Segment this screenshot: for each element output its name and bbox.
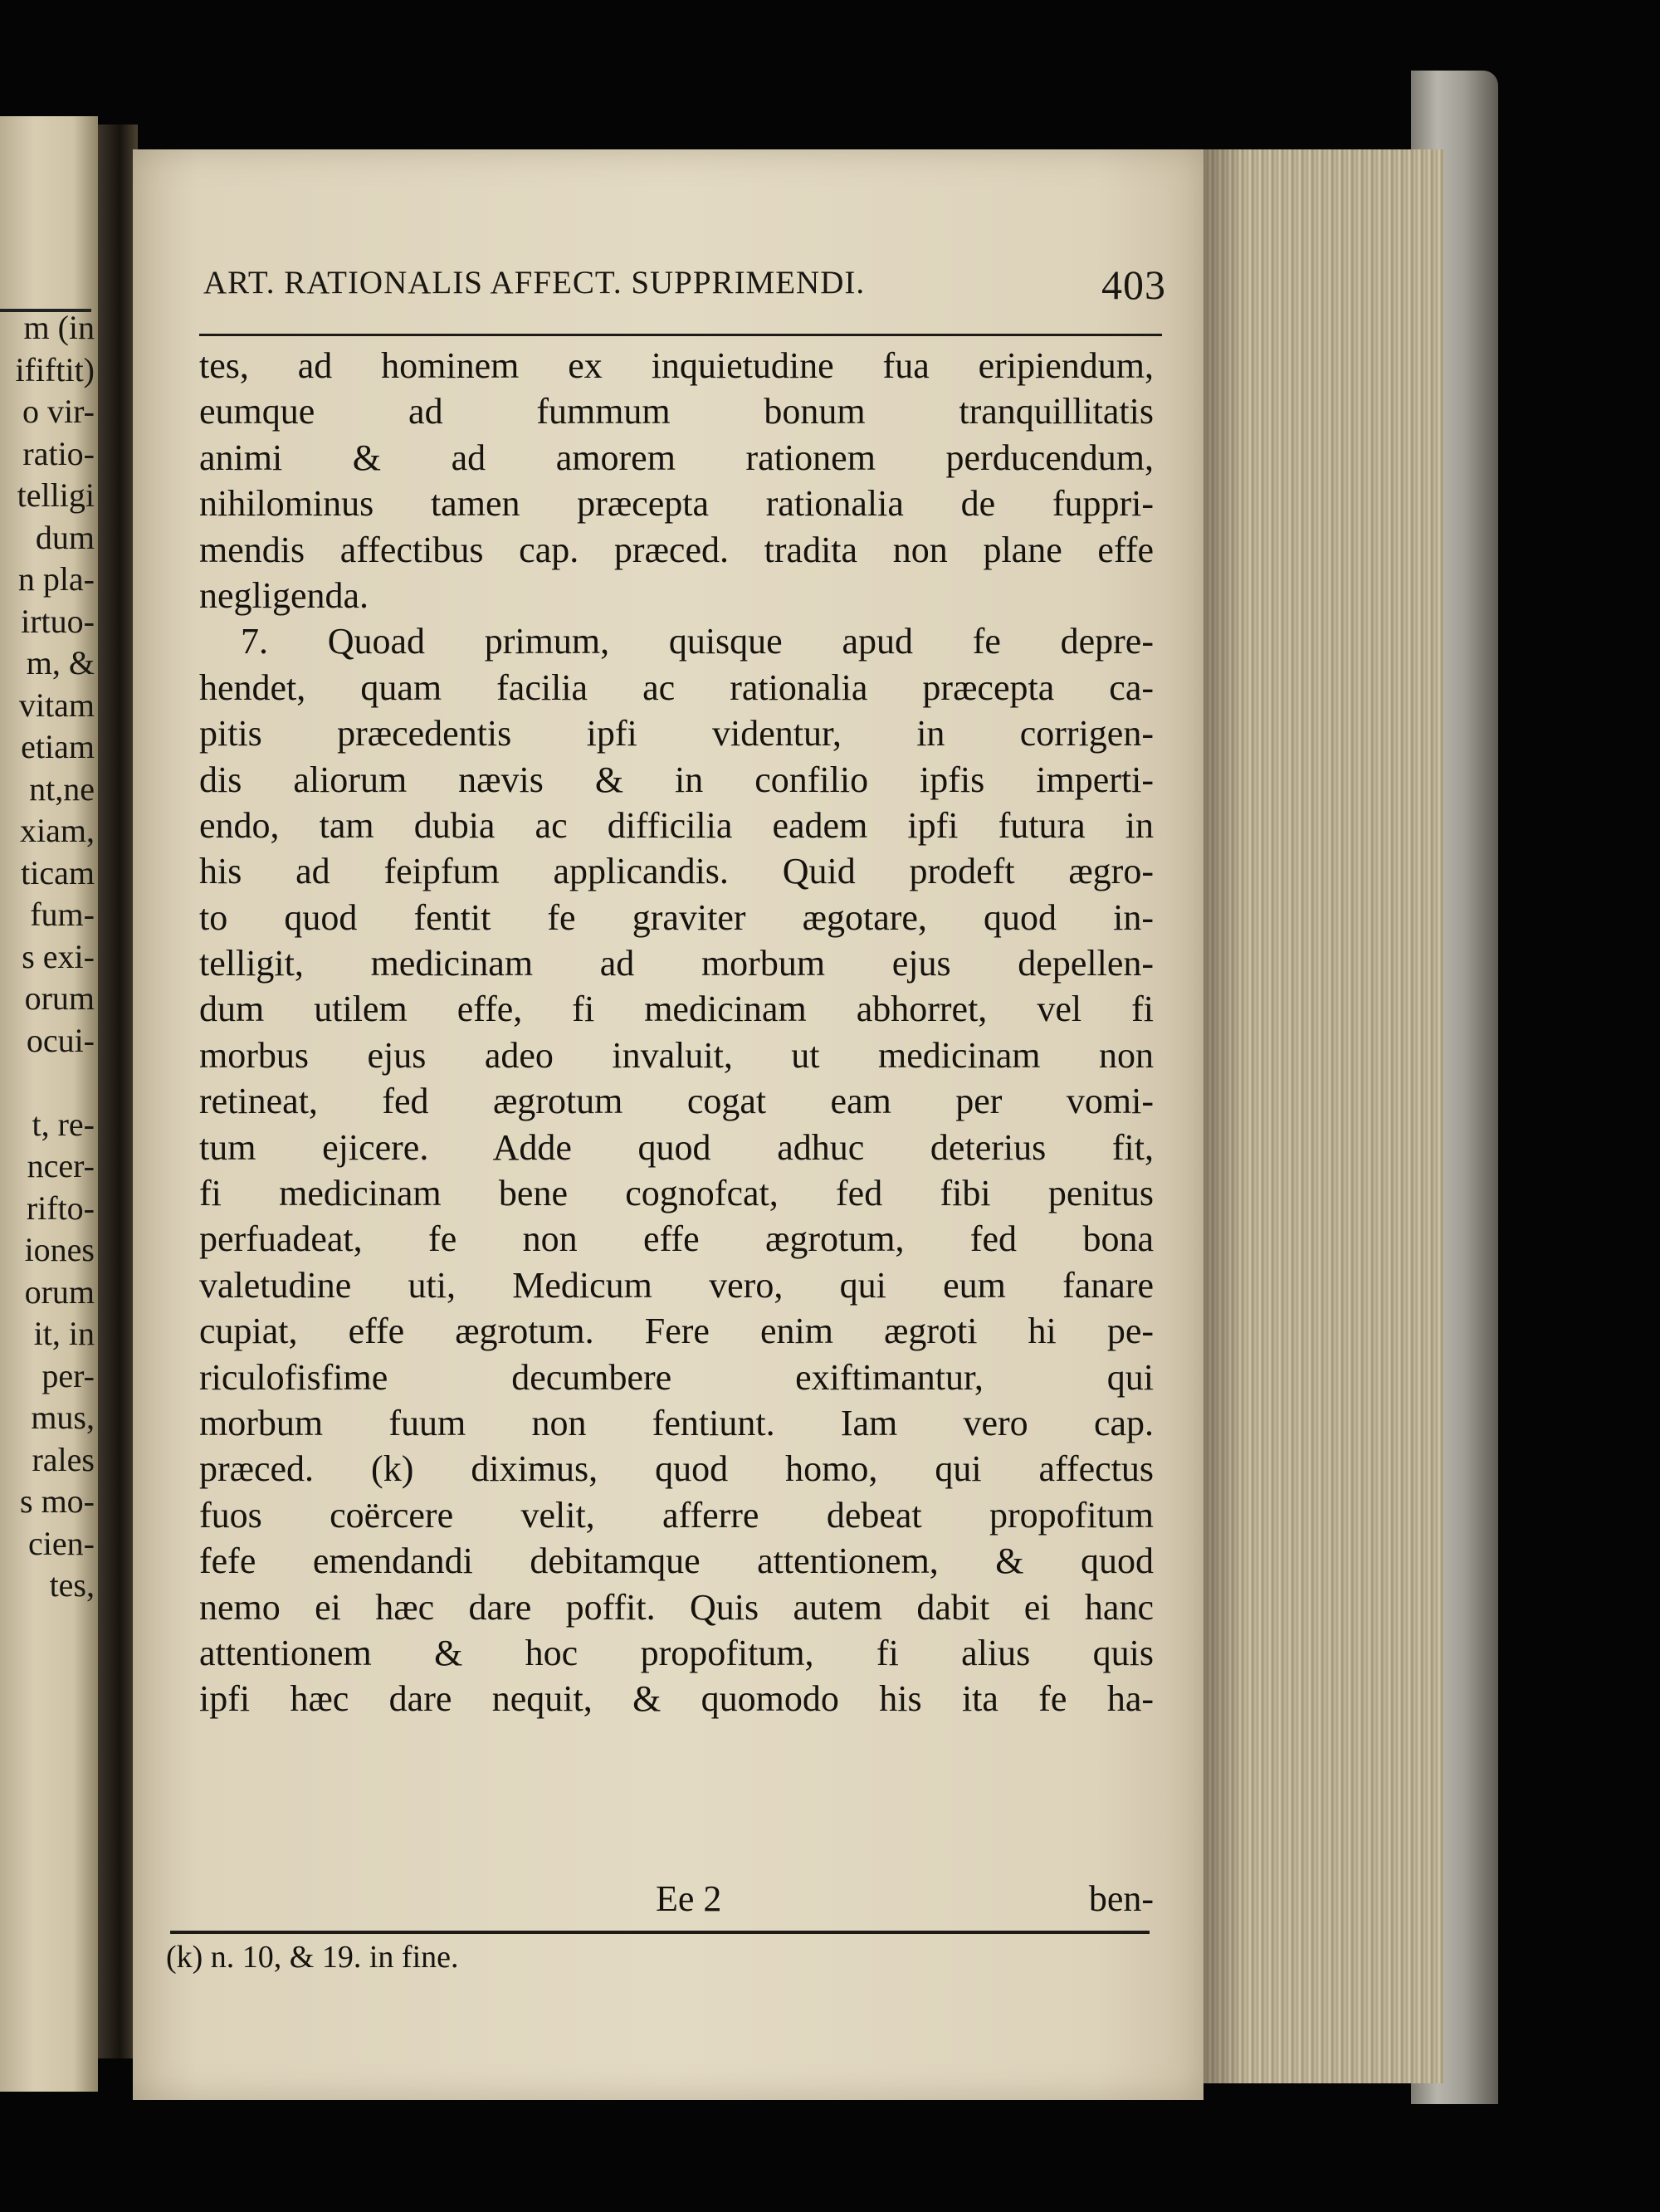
line-fragment: orum bbox=[24, 1272, 95, 1311]
line-fragment: telligi bbox=[17, 476, 95, 514]
page-foot bbox=[199, 1878, 1154, 1923]
text-line: tes, ad hominem ex inquietudine fua eripiendum, bbox=[199, 345, 1154, 386]
text-line: nihilominus tamen præcepta rationalia de fuppri- bbox=[199, 483, 1154, 525]
book-gutter bbox=[98, 125, 138, 2058]
line-fragment: nt,ne bbox=[29, 769, 95, 808]
line-fragment: m (in bbox=[23, 309, 95, 346]
line-fragment: ncer- bbox=[27, 1147, 95, 1184]
line-fragment: mus, bbox=[31, 1399, 95, 1436]
line-fragment: ratio- bbox=[22, 434, 95, 472]
running-head bbox=[203, 261, 1166, 308]
body-text bbox=[199, 343, 1154, 1722]
previous-page-text bbox=[15, 307, 95, 1607]
line-fragment: per- bbox=[42, 1356, 95, 1394]
line-fragment: s mo- bbox=[20, 1482, 95, 1520]
text-line: ipfi hæc dare nequit, & quomodo his ita fe ha- bbox=[199, 1678, 1154, 1720]
line-fragment: iones bbox=[24, 1231, 95, 1268]
line-fragment: rales bbox=[32, 1440, 95, 1478]
text-line: pitis præcedentis ipfi videntur, in corrigen- bbox=[199, 713, 1154, 754]
footnote-rule bbox=[170, 1931, 1150, 1934]
text-line: hendet, quam facilia ac rationalia præcepta ca- bbox=[199, 667, 1154, 708]
line-fragment: s exi- bbox=[22, 937, 95, 975]
line-fragment: tes, bbox=[49, 1566, 95, 1604]
line-fragment: it, in bbox=[33, 1315, 95, 1352]
running-head-title: ART. RATIONALIS AFFECT. SUPPRIMENDI. bbox=[203, 265, 866, 300]
text-line: præced. (k) diximus, quod homo, qui affectus bbox=[199, 1448, 1154, 1490]
text-line: to quod fentit fe graviter ægotare, quod in- bbox=[199, 896, 1154, 938]
page-block-edges bbox=[1195, 149, 1444, 2083]
line-fragment bbox=[15, 1062, 95, 1104]
text-line: perfuadeat, fe non effe ægrotum, fed bona bbox=[199, 1218, 1154, 1260]
line-fragment: ififtit) bbox=[15, 350, 95, 388]
line-fragment: ticam bbox=[21, 853, 95, 891]
text-line: retineat, fed ægrotum cogat eam per vomi- bbox=[199, 1081, 1154, 1122]
line-fragment: xiam, bbox=[20, 812, 95, 849]
text-line: attentionem & hoc propofitum, fi alius quis bbox=[199, 1632, 1154, 1673]
text-line: morbus ejus adeo invaluit, ut medicinam non bbox=[199, 1034, 1154, 1076]
text-line: morbum fuum non fentiunt. Iam vero cap. bbox=[199, 1402, 1154, 1443]
book-page bbox=[133, 149, 1204, 2100]
text-line: mendis affectibus cap. præced. tradita non plane effe bbox=[199, 529, 1154, 570]
text-line: dis aliorum nævis & in confilio ipfis imperti- bbox=[199, 759, 1154, 800]
line-fragment: orum bbox=[24, 979, 95, 1017]
text-line: fuos coërcere velit, afferre debeat propofitum bbox=[199, 1494, 1154, 1536]
text-line: nemo ei hæc dare poffit. Quis autem dabit ei hanc bbox=[199, 1586, 1154, 1628]
text-line: valetudine uti, Medicum vero, qui eum fanare bbox=[199, 1264, 1154, 1306]
signature-mark: Ee 2 bbox=[656, 1878, 722, 1919]
previous-page-edge bbox=[0, 116, 98, 2092]
footnote: (k) n. 10, & 19. in fine. bbox=[166, 1940, 459, 1975]
text-line: cupiat, effe ægrotum. Fere enim ægroti hi pe- bbox=[199, 1311, 1154, 1352]
line-fragment: cien- bbox=[28, 1524, 95, 1562]
line-fragment: vitam bbox=[18, 686, 95, 724]
line-fragment: o vir- bbox=[22, 393, 95, 430]
text-line: telligit, medicinam ad morbum ejus depellen- bbox=[199, 943, 1154, 984]
text-line: tum ejicere. Adde quod adhuc deterius fit, bbox=[199, 1126, 1154, 1168]
line-fragment: n pla- bbox=[17, 560, 95, 598]
text-line: dum utilem effe, fi medicinam abhorret, vel fi bbox=[199, 989, 1154, 1030]
line-fragment: rifto- bbox=[26, 1189, 95, 1227]
line-fragment: fum- bbox=[30, 896, 95, 933]
line-fragment: irtuo- bbox=[21, 602, 95, 640]
line-fragment: m, & bbox=[26, 644, 95, 681]
line-fragment: etiam bbox=[21, 728, 95, 765]
text-line: endo, tam dubia ac difficilia eadem ipfi futura in bbox=[199, 804, 1154, 846]
line-fragment: dum bbox=[35, 518, 95, 556]
header-rule bbox=[199, 334, 1162, 336]
text-line: 7. Quoad primum, quisque apud fe depre- bbox=[241, 621, 1154, 662]
line-fragment: t, re- bbox=[32, 1105, 95, 1143]
line-fragment: ocui- bbox=[26, 1021, 95, 1059]
text-line: his ad feipfum applicandis. Quid prodeft ægro- bbox=[199, 851, 1154, 892]
text-line: fi medicinam bene cognofcat, fed fibi penitus bbox=[199, 1173, 1154, 1214]
page-number: 403 bbox=[1101, 261, 1166, 308]
text-line: animi & ad amorem rationem perducendum, bbox=[199, 437, 1154, 478]
text-line: riculofisfime decumbere exiftimantur, qui bbox=[199, 1356, 1154, 1398]
catchword: ben- bbox=[1088, 1878, 1154, 1919]
text-line: negligenda. bbox=[199, 574, 369, 616]
text-line: eumque ad fummum bonum tranquillitatis bbox=[199, 391, 1154, 432]
text-line: fefe emendandi debitamque attentionem, & quod bbox=[199, 1541, 1154, 1582]
